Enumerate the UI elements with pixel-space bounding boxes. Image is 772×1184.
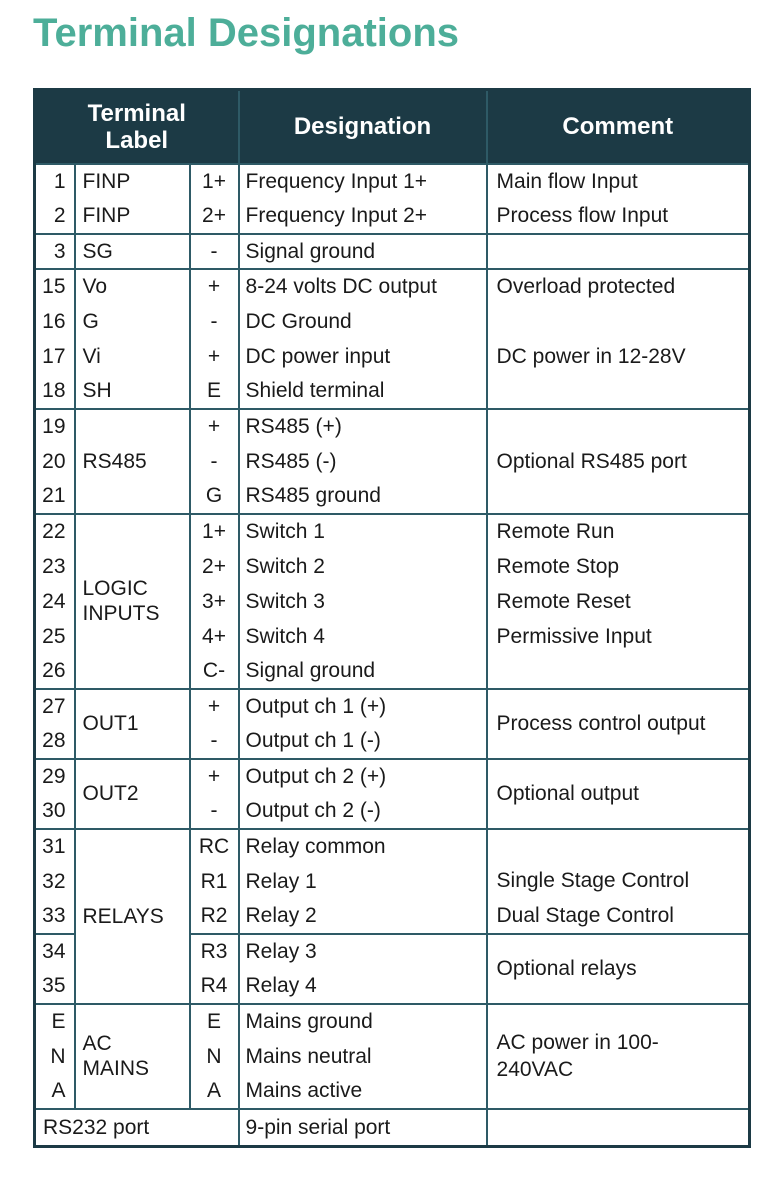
designation: Relay common <box>239 829 487 864</box>
terminal-number: 32 <box>42 869 66 893</box>
terminal-sign: + <box>190 759 239 794</box>
designation: Mains ground <box>239 1004 487 1039</box>
designation: 8-24 volts DC output <box>239 269 487 304</box>
terminal-sign: R3 <box>190 934 239 969</box>
table-row <box>35 1109 750 1147</box>
terminal-number: 3 <box>35 234 75 269</box>
header-terminal-label <box>35 90 239 164</box>
terminal-sign: - <box>190 234 239 269</box>
terminal-sign: R4 <box>190 969 239 1004</box>
terminal-number: 16 <box>42 309 66 333</box>
table-row <box>35 234 750 269</box>
comment-line2: Dual Stage Control <box>496 903 674 927</box>
terminal-label: RELAYS <box>75 829 190 1004</box>
terminal-sign: 4+ <box>190 619 239 654</box>
terminal-label: FINP <box>75 164 190 199</box>
designation: RS485 ground <box>239 479 487 514</box>
table-row <box>35 164 750 199</box>
comment: Optional output <box>487 759 750 829</box>
header-terminal-label-line2: Label <box>105 126 169 154</box>
designation: Output ch 1 (+) <box>239 689 487 724</box>
designation: Relay 1 <box>239 864 487 899</box>
terminal-sign: + <box>190 409 239 444</box>
terminal-sign: - <box>190 794 239 829</box>
header-designation: Designation <box>239 90 487 164</box>
table-row <box>35 374 750 409</box>
designation: RS485 (-) <box>239 444 487 479</box>
comment: Remote Stop <box>487 549 750 584</box>
terminal-number: 35 <box>42 974 66 997</box>
terminal-label: G <box>75 304 190 339</box>
designation: Mains active <box>239 1074 487 1109</box>
terminal-number: 23 <box>42 554 66 578</box>
terminal-number: 15 <box>35 269 75 304</box>
designation: Frequency Input 2+ <box>239 199 487 234</box>
designation: Relay 3 <box>239 934 487 969</box>
terminal-number: 24 <box>42 589 66 613</box>
table-row <box>35 269 750 304</box>
table-row <box>35 409 750 444</box>
table-row <box>35 199 750 234</box>
terminal-label-line1: LOGIC <box>82 577 148 600</box>
page-title: Terminal Designations <box>33 11 460 55</box>
terminal-number: 19 <box>35 409 75 444</box>
terminal-label: OUT1 <box>75 689 190 759</box>
terminal-sign: 2+ <box>190 549 239 584</box>
terminal-number: 20 <box>42 449 66 473</box>
comment-line1: AC power in 100- <box>496 1031 659 1054</box>
designation: DC Ground <box>239 304 487 339</box>
terminal-number: N <box>50 1044 66 1068</box>
comment <box>487 1004 750 1109</box>
terminal-sign: + <box>190 689 239 724</box>
table-row <box>35 339 750 374</box>
comment <box>487 374 750 409</box>
header-row <box>35 90 750 164</box>
table-row <box>35 1004 750 1039</box>
terminal-number: E <box>35 1004 75 1039</box>
terminal-label-line2: INPUTS <box>82 602 160 625</box>
terminal-number: 31 <box>35 829 75 864</box>
comment: Process flow Input <box>487 199 750 234</box>
terminal-sign: G <box>190 479 239 514</box>
comment: Permissive Input <box>487 619 750 654</box>
terminal-label <box>75 1004 190 1109</box>
terminal-number: A <box>51 1079 66 1102</box>
comment: Remote Reset <box>487 584 750 619</box>
terminal-sign: + <box>190 339 239 374</box>
designation: Relay 4 <box>239 969 487 1004</box>
designation: 9-pin serial port <box>239 1109 487 1147</box>
terminal-number: 1 <box>35 164 75 199</box>
terminal-number: 30 <box>42 799 66 822</box>
designation: Output ch 1 (-) <box>239 724 487 759</box>
terminal-sign: - <box>190 304 239 339</box>
terminal-sign: RC <box>190 829 239 864</box>
comment <box>487 1109 750 1147</box>
terminal-number: 27 <box>35 689 75 724</box>
terminal-number: 21 <box>42 484 66 507</box>
designation: Relay 2 <box>239 899 487 934</box>
terminal-number: 26 <box>42 659 66 682</box>
comment <box>487 234 750 269</box>
terminal-label-line1: AC <box>82 1032 112 1055</box>
terminal-sign: A <box>190 1074 239 1109</box>
comment <box>487 654 750 689</box>
terminal-sign: - <box>190 444 239 479</box>
terminal-label: SH <box>75 374 190 409</box>
comment-line2: 240VAC <box>496 1058 574 1081</box>
terminal-sign: - <box>190 724 239 759</box>
comment: Remote Run <box>487 514 750 549</box>
table-row <box>35 759 750 794</box>
terminal-sign: N <box>190 1039 239 1074</box>
terminal-label-line2: MAINS <box>82 1057 150 1080</box>
table-row <box>35 689 750 724</box>
designation: Switch 2 <box>239 549 487 584</box>
terminal-label: Vo <box>75 269 190 304</box>
comment-line1: Single Stage Control <box>496 868 690 892</box>
comment <box>487 829 750 934</box>
terminal-label <box>75 514 190 689</box>
terminal-sign: E <box>190 1004 239 1039</box>
comment <box>487 304 750 339</box>
table-row <box>35 829 750 864</box>
designation: Shield terminal <box>239 374 487 409</box>
designation: Output ch 2 (-) <box>239 794 487 829</box>
terminal-label: FINP <box>75 199 190 234</box>
header-terminal-label-line1: Terminal <box>87 99 186 127</box>
terminal-number: 28 <box>42 729 66 752</box>
comment: Process control output <box>487 689 750 759</box>
designation: Signal ground <box>239 654 487 689</box>
terminal-sign: + <box>190 269 239 304</box>
terminal-sign: 1+ <box>190 164 239 199</box>
terminal-number: 18 <box>42 379 66 402</box>
terminal-number: 17 <box>42 344 66 368</box>
table-row <box>35 304 750 339</box>
designation: Switch 4 <box>239 619 487 654</box>
comment: Main flow Input <box>487 164 750 199</box>
comment: Optional relays <box>487 934 750 1004</box>
comment: Optional RS485 port <box>487 409 750 514</box>
terminal-number: 25 <box>42 624 66 648</box>
comment: DC power in 12-28V <box>487 339 750 374</box>
designation: Switch 1 <box>239 514 487 549</box>
terminal-number: 2 <box>53 204 66 227</box>
designation: Switch 3 <box>239 584 487 619</box>
terminal-sign: C- <box>190 654 239 689</box>
terminal-designations-table <box>33 88 751 1148</box>
comment: Overload protected <box>487 269 750 304</box>
terminal-number: 33 <box>42 904 66 927</box>
terminal-label: OUT2 <box>75 759 190 829</box>
terminal-number: 34 <box>35 934 75 969</box>
terminal-label: Vi <box>75 339 190 374</box>
terminal-label: RS232 port <box>35 1109 239 1147</box>
terminal-number: 29 <box>35 759 75 794</box>
terminal-sign: 2+ <box>190 199 239 234</box>
terminal-sign: R1 <box>190 864 239 899</box>
terminal-number: 22 <box>35 514 75 549</box>
table-row <box>35 514 750 549</box>
terminal-sign: E <box>190 374 239 409</box>
designation: Signal ground <box>239 234 487 269</box>
header-comment: Comment <box>487 90 750 164</box>
terminal-label: RS485 <box>75 409 190 514</box>
terminal-sign: R2 <box>190 899 239 934</box>
terminal-label: SG <box>75 234 190 269</box>
designation: Mains neutral <box>239 1039 487 1074</box>
designation: RS485 (+) <box>239 409 487 444</box>
terminal-sign: 3+ <box>190 584 239 619</box>
designation: Frequency Input 1+ <box>239 164 487 199</box>
designation: DC power input <box>239 339 487 374</box>
terminal-sign: 1+ <box>190 514 239 549</box>
designation: Output ch 2 (+) <box>239 759 487 794</box>
